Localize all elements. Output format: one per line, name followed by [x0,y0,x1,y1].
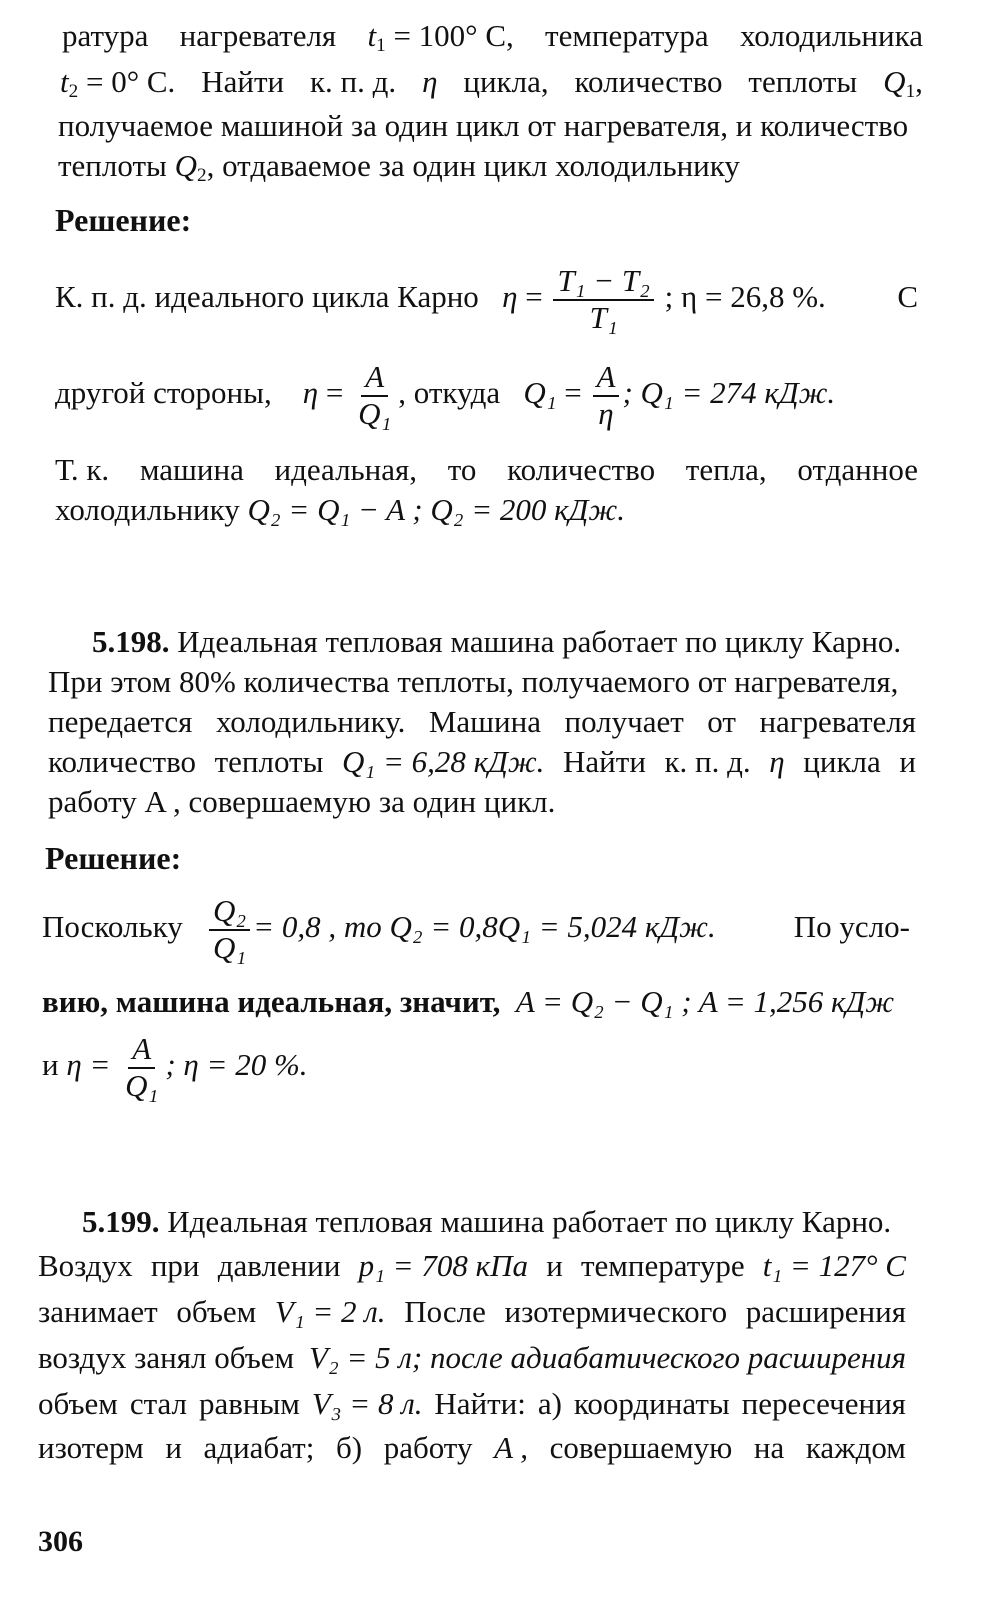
solution-1-line-2: другой стороны, η = $\frac{A}{\text{Q₁}}$ , откуда Q₁ = $\frac{A}{\eta}$ ; Q₁ = 274 кДж. [55,359,836,431]
intro-line-1: ратура нагревателя $t_1 = 100^\circ$ С, температура холодильника [62,18,923,56]
page-number: 306 [38,1525,83,1558]
problem-5-198-line-2: При этом 80% количества теплоты, получаемого от нагревателя, [48,664,899,699]
solution-heading: Решение: [55,202,192,238]
problem-5-198-line-3: передается холодильнику. Машина получает от нагревателя [48,704,916,739]
problem-5-198-line-1: 5.198. Идеальная тепловая машина работает по циклу Карно. [92,624,902,659]
problem-5-199-line-2: Воздух при давлении p₁ = 708 кПа и температуре t₁ = 127° С [38,1248,906,1283]
problem-5-199-line-5: объем стал равным V₃ = 8 л. Найти: а) координаты пересечения [38,1386,906,1421]
eta-fraction: $\frac{A}{\text{Q₁}}$ [358,359,392,431]
problem-5-199-line-3: занимает объем V₁ = 2 л. После изотермического расширения [38,1294,906,1329]
intro-line-3: получаемое машиной за один цикл от нагревателя, и количество [58,108,909,143]
solution-1-line-4: холодильнику Q₂ = Q₁ − A ; Q₂ = 200 кДж. [55,492,625,527]
solution-1-line-1: К. п. д. идеального цикла Карно η = $\frac{\text{T₁ − T₂}}{\text{T₁}}$ ; η = 26,8 %. С [55,263,918,335]
intro-line-4: теплоты $Q_2$, отдаваемое за один цикл холодильнику [58,148,740,186]
problem-5-199-line-6: изотерм и адиабат; б) работу A , совершаемую на каждом [38,1430,906,1465]
problem-5-199-line-1: 5.199. Идеальная тепловая машина работает по циклу Карно. [82,1204,892,1239]
problem-5-198-line-5: работу A , совершаемую за один цикл. [48,784,556,819]
solution-2-line-2: вию, машина идеальная, значит, A = Q₂ − Q₁ ; A = 1,256 кДж [42,984,895,1019]
problem-5-199-line-4: воздух занял объем V₂ = 5 л; после адиабатического расширения [38,1340,906,1375]
solution-2-line-1: Поскольку $\frac{\text{Q₂}}{\text{Q₁}}$ = 0,8 , то Q₂ = 0,8Q₁ = 5,024 кДж. По усло- [42,893,910,965]
problem-5-198-line-4: количество теплоты Q₁ = 6,28 кДж. Найти к. п. д. η цикла и [48,744,916,779]
solution-heading: Решение: [45,840,182,876]
q1-fraction: $\frac{A}{\eta}$ [593,361,620,430]
efficiency-fraction: $\frac{\text{T₁ − T₂}}{\text{T₁}}$ [553,265,653,334]
q-ratio-fraction: $\frac{\text{Q₂}}{\text{Q₁}}$ [209,895,250,964]
eta-fraction: $\frac{A}{\text{Q₁}}$ [125,1031,159,1103]
solution-2-line-3: и η = $\frac{A}{\text{Q₁}}$ ; η = 20 %. [42,1031,308,1103]
intro-line-2: $t_2 = 0^\circ$ С. Найти к. п. д. η цикла, количество теплоты $Q_1$, [60,64,923,102]
solution-1-line-3: Т. к. машина идеальная, то количество тепла, отданное [55,452,918,487]
